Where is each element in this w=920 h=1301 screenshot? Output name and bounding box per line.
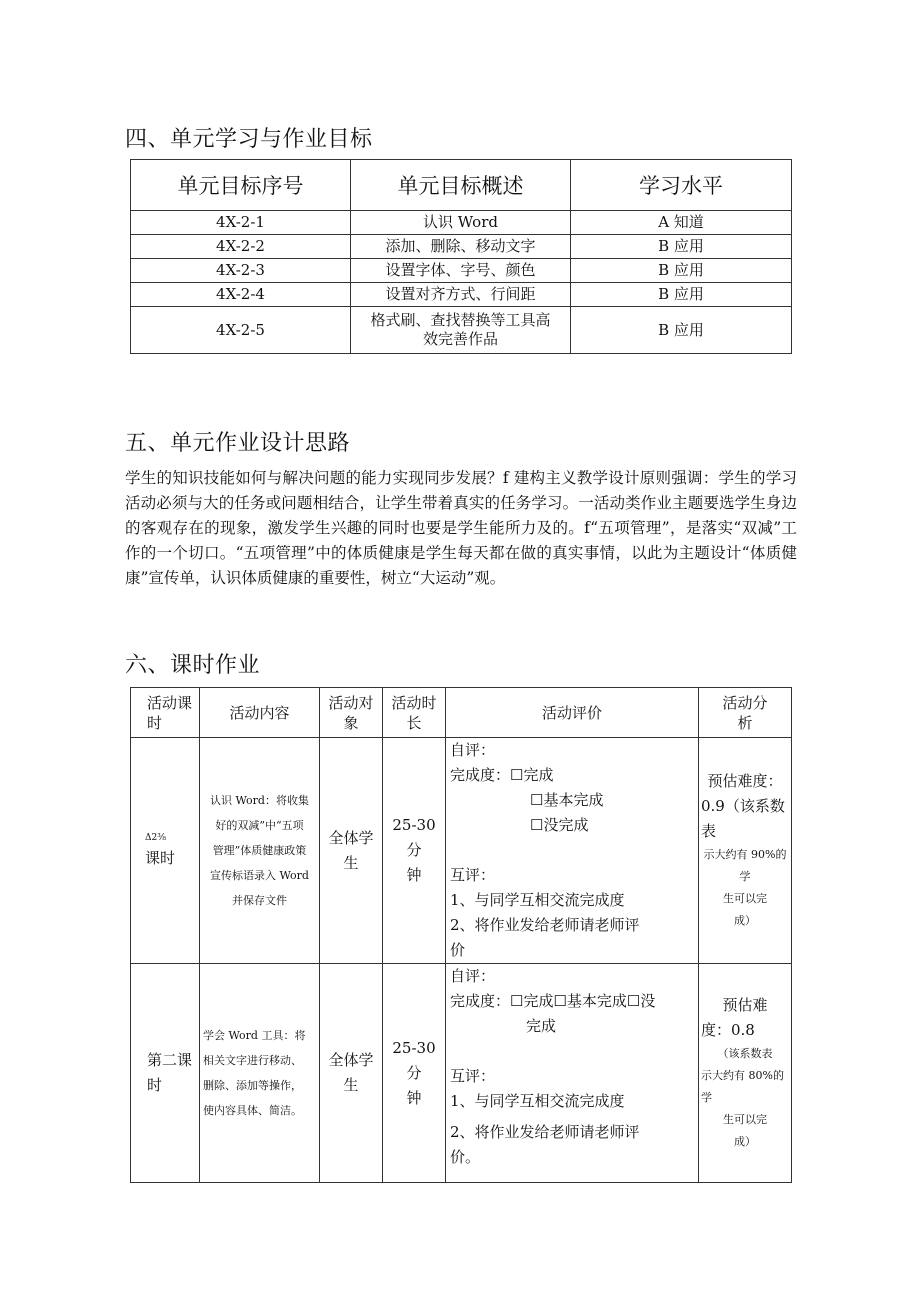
peer-eval-item: 2、将作业发给老师请老师评 [450, 916, 640, 934]
evaluation-cell [446, 738, 699, 964]
duration-text: 25-30 分 [392, 816, 436, 859]
header-goal-id: 单元目标序号 [131, 160, 351, 211]
content-line: 管理”体质健康政策 [212, 844, 307, 857]
completion-option-complete: 完成度：☐完成 [450, 766, 554, 784]
completion-options-cont: 完成 [526, 1017, 557, 1035]
table-row [131, 307, 792, 354]
table-header-row [131, 160, 792, 211]
peer-eval-item: 价 [450, 941, 466, 959]
spacer [450, 838, 694, 863]
analysis-text: 成） [734, 1135, 756, 1148]
analysis-text: 示大约有 80%的 [701, 1069, 784, 1082]
target-cell [320, 738, 383, 964]
content-line: 好的双减”中“五项 [215, 819, 304, 832]
lesson-label-garbled: Δ2⅜ [145, 833, 166, 843]
section-5-heading: 五、单元作业设计思路 [125, 431, 351, 456]
section-4-heading: 四、单元学习与作业目标 [125, 127, 373, 152]
content-line: 宣传标语录入 Word [210, 869, 309, 882]
peer-eval-item: 价。 [450, 1148, 481, 1166]
duration-cell [383, 964, 446, 1183]
peer-eval-item: 1、与同学互相交流完成度 [450, 891, 625, 909]
peer-eval-item: 1、与同学互相交流完成度 [450, 1092, 625, 1110]
header-target [320, 688, 383, 738]
content-cell [200, 964, 320, 1183]
completion-options: 完成度：☐完成☐基本完成☐没 [450, 992, 656, 1010]
peer-eval-item: 2、将作业发给老师请老师评 [450, 1123, 640, 1141]
lesson-cell [131, 964, 200, 1183]
goal-desc-line: 效完善作品 [422, 330, 498, 348]
goal-desc-line: 格式刷、查找替换等工具高 [370, 311, 551, 329]
analysis-text: （该系数表 [717, 1047, 773, 1060]
target-text: 全体学 [328, 828, 374, 847]
goal-id: 4X-2-4 [131, 283, 351, 307]
target-text: 全体学 [328, 1051, 374, 1069]
target-text: 生 [343, 1076, 359, 1094]
duration-text: 25-30 分 [392, 1038, 436, 1082]
header-text: 活动分 [722, 693, 768, 712]
goal-level: B 应用 [571, 283, 792, 307]
analysis-text: 示大约有 90%的 [703, 848, 787, 861]
header-text: 时 [147, 713, 163, 732]
duration-cell [383, 738, 446, 964]
header-text: 析 [737, 713, 753, 732]
analysis-text: 预估难度： [707, 772, 783, 790]
goal-level: A 知道 [571, 211, 792, 235]
goal-desc: 添加、删除、移动文字 [351, 235, 571, 259]
unit-goals-table [130, 159, 792, 354]
duration-text: 钟 [406, 1088, 422, 1107]
goal-level: B 应用 [571, 235, 792, 259]
analysis-text: 生可以完 [723, 892, 767, 905]
analysis-text: 学 [701, 1091, 712, 1104]
table-row [131, 738, 792, 964]
completion-option-basic: ☐基本完成 [530, 791, 604, 809]
goal-level: B 应用 [571, 307, 792, 354]
goal-id: 4X-2-5 [131, 307, 351, 354]
duration-text: 钟 [406, 866, 422, 884]
table-row [131, 235, 792, 259]
content-line: 使内容具体、简洁。 [203, 1104, 302, 1117]
lesson-cell [131, 738, 200, 964]
header-text: 活动对 [328, 693, 374, 712]
self-eval-label: 自评： [450, 967, 496, 985]
content-cell [200, 738, 320, 964]
header-goal-desc: 单元目标概述 [351, 160, 571, 211]
lesson-homework-table [130, 687, 792, 1183]
goal-desc [351, 307, 571, 354]
goal-level: B 应用 [571, 259, 792, 283]
content-line: 相关文字进行移动、 [203, 1054, 302, 1067]
header-text: 活动时 [391, 693, 437, 712]
content-line: 认识 Word：将收集 [210, 794, 309, 807]
analysis-text: 度：0.8 [701, 1021, 755, 1039]
analysis-text: 预估难 [722, 996, 768, 1014]
header-level: 学习水平 [571, 160, 792, 211]
target-cell [320, 964, 383, 1183]
header-evaluation: 活动评价 [446, 688, 699, 738]
header-text: 象 [343, 713, 359, 732]
design-rationale-paragraph: 学生的知识技能如何与解决问题的能力实现同步发展？f 建构主义教学设计原则强调：学生的学习活动必须与大的任务或问题相结合，让学生带着真实的任务学习。一活动类作业主题要选学生身边的客观存在的现象，激发学生兴趣的同时也要是学生能所力及的。f“五项管理”，是落实“双减”工作的一个切口。“五项管理”中的体质健康是学生每天都在做的真实事情，以此为主题设计“体质健康”宣传单，认识体质健康的重要性，树立“大运动”观。 [125, 469, 797, 587]
table-header-row [131, 688, 792, 738]
lesson-label: 课时 [145, 849, 176, 867]
analysis-text: 成） [734, 914, 756, 927]
content-line: 学会 Word 工具：将 [203, 1029, 306, 1042]
header-lesson [131, 688, 200, 738]
target-text: 生 [343, 853, 359, 872]
header-analysis [699, 688, 792, 738]
table-row [131, 283, 792, 307]
completion-option-none: ☐没完成 [530, 816, 589, 834]
header-duration [383, 688, 446, 738]
goal-desc: 设置字体、字号、颜色 [351, 259, 571, 283]
section-6-heading: 六、课时作业 [125, 653, 261, 678]
goal-desc: 设置对齐方式、行间距 [351, 283, 571, 307]
analysis-cell [699, 738, 792, 964]
header-text: 长 [406, 713, 422, 732]
analysis-text: 0.9（该系数表 [701, 797, 785, 840]
header-content: 活动内容 [200, 688, 320, 738]
lesson-label: 第二课 [147, 1051, 193, 1069]
goal-id: 4X-2-3 [131, 259, 351, 283]
spacer [450, 1039, 694, 1064]
table-row [131, 211, 792, 235]
peer-eval-label: 互评： [450, 1067, 496, 1085]
analysis-text: 学 [739, 870, 751, 883]
goal-id: 4X-2-1 [131, 211, 351, 235]
header-text: 活动课 [147, 693, 193, 712]
peer-eval-label: 互评： [450, 866, 496, 884]
goal-id: 4X-2-2 [131, 235, 351, 259]
evaluation-cell [446, 964, 699, 1183]
self-eval-label: 自评： [450, 741, 496, 759]
lesson-label: 时 [147, 1076, 163, 1094]
content-line: 并保存文件 [232, 894, 287, 907]
content-line: 删除、添加等操作， [203, 1079, 302, 1092]
goal-desc: 认识 Word [351, 211, 571, 235]
table-row [131, 964, 792, 1183]
analysis-cell [699, 964, 792, 1183]
analysis-text: 生可以完 [723, 1113, 767, 1126]
table-row [131, 259, 792, 283]
